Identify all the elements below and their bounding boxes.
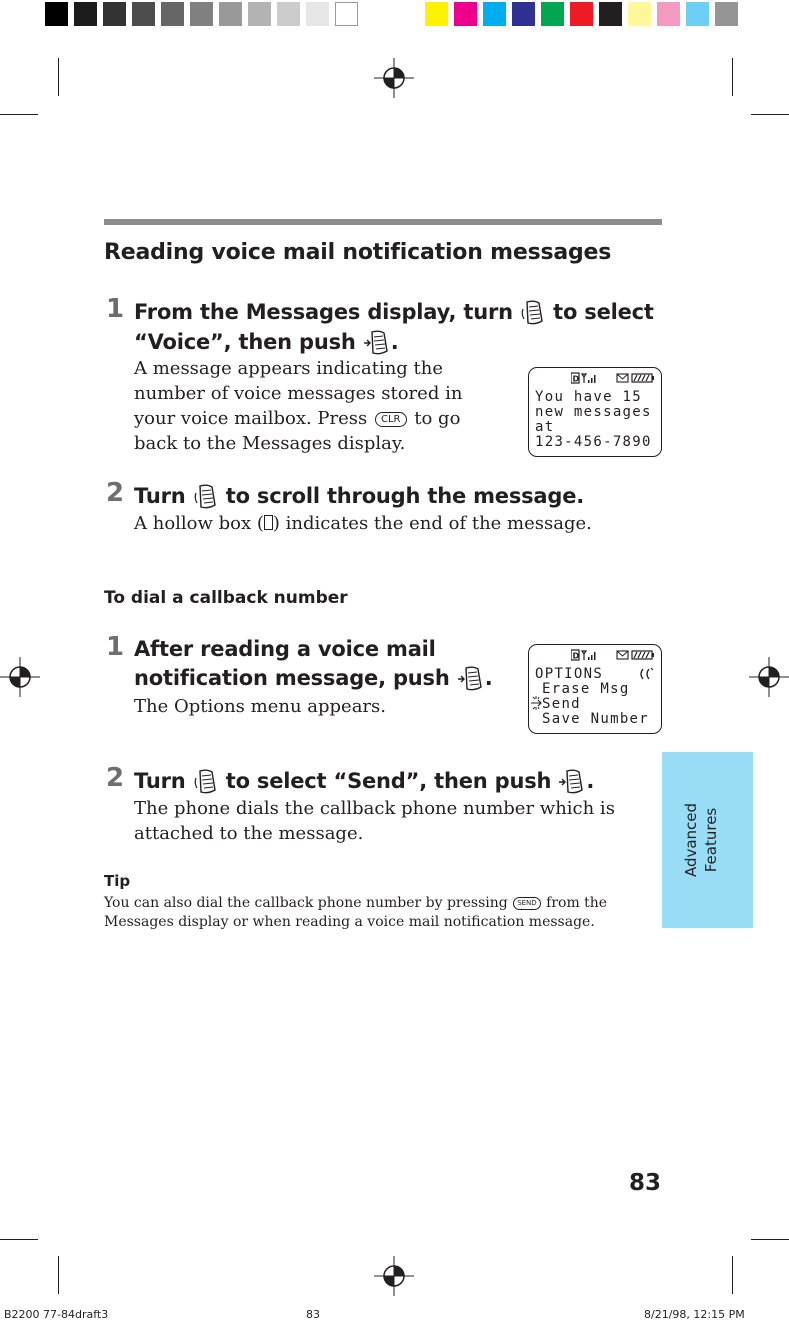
- step-heading: [134, 766, 594, 796]
- step-heading: [134, 634, 436, 664]
- color-swatch: [277, 2, 300, 26]
- grayscale-bar: [45, 0, 365, 28]
- color-swatch: [219, 2, 242, 26]
- tip-label: Tip: [104, 872, 131, 890]
- step-heading: [134, 481, 584, 511]
- step-body: [134, 356, 484, 456]
- step-number: 1: [106, 294, 125, 324]
- menu-item-selected: Send: [542, 696, 581, 712]
- jog-dial-push-icon: [558, 768, 586, 796]
- crop-mark: [58, 1256, 59, 1294]
- menu-item: Save Number: [542, 711, 650, 727]
- body-line: The phone dials the callback phone number which is: [134, 798, 615, 819]
- body-text: to go: [414, 408, 461, 429]
- scroll-indicator-icon: [637, 667, 655, 681]
- crop-mark: [0, 114, 38, 115]
- step-number: 2: [106, 478, 125, 508]
- display-line: at: [535, 419, 555, 435]
- color-swatch: [628, 2, 651, 26]
- svg-text:D: D: [572, 374, 580, 384]
- color-swatch: [686, 2, 709, 26]
- side-tab-line: Advanced: [682, 802, 700, 878]
- display-line: new messages: [535, 404, 652, 420]
- step-heading-text: .: [390, 330, 399, 354]
- jog-dial-push-icon: [457, 665, 485, 693]
- body-text: ) indicates the end of the message.: [272, 513, 592, 534]
- body-line: back to the Messages display.: [134, 433, 406, 454]
- footer-right: 8/21/98, 12:15 PM: [644, 1308, 745, 1321]
- color-swatch: [599, 2, 622, 26]
- color-swatch: [570, 2, 593, 26]
- step-heading-text: .: [586, 769, 595, 793]
- step-body: The Options menu appears.: [134, 696, 386, 717]
- color-swatch: [248, 2, 271, 26]
- footer-left: B2200 77-84draft3: [4, 1308, 109, 1321]
- step-heading: [134, 297, 654, 327]
- color-swatch: [657, 2, 680, 26]
- tip-line: Messages display or when reading a voice mail notification message.: [104, 914, 595, 930]
- body-text: your voice mailbox. Press: [134, 408, 368, 429]
- body-text: A hollow box (: [134, 513, 264, 534]
- step-heading-text: After reading a voice mail: [134, 637, 436, 661]
- hollow-box-icon: [264, 515, 273, 530]
- display-title: OPTIONS: [535, 666, 604, 682]
- crop-mark: [732, 58, 733, 96]
- svg-text:D: D: [572, 651, 580, 661]
- step-heading: [134, 663, 493, 693]
- step-heading-text: “Voice”, then push: [134, 330, 356, 354]
- status-bar-icon: [571, 372, 655, 384]
- step-number: 1: [106, 632, 125, 662]
- step-number: 2: [106, 763, 125, 793]
- tip-text: You can also dial the callback phone number by pressing: [104, 895, 508, 911]
- color-swatch: [512, 2, 535, 26]
- display-line: You have 15: [535, 389, 643, 405]
- step-heading-text: Turn: [134, 484, 186, 508]
- tip-line: [104, 894, 644, 913]
- tip-body: [104, 894, 644, 932]
- body-line: number of voice messages stored in: [134, 383, 463, 404]
- step-heading-text: notification message, push: [134, 666, 450, 690]
- send-key-icon: SEND: [513, 897, 541, 910]
- step-body: [134, 511, 592, 536]
- body-line: [134, 406, 484, 431]
- crop-mark: [732, 1256, 733, 1294]
- footer-center: 83: [306, 1308, 320, 1321]
- step-heading-text: to scroll through the message.: [225, 484, 585, 508]
- color-swatch: [45, 2, 68, 26]
- crop-mark: [751, 114, 789, 115]
- color-swatch: [190, 2, 213, 26]
- crop-mark: [58, 58, 59, 96]
- step-heading-text: .: [484, 666, 493, 690]
- color-swatch: [132, 2, 155, 26]
- color-swatch: [483, 2, 506, 26]
- step-heading-text: From the Messages display, turn: [134, 300, 513, 324]
- display-line: 123-456-7890: [535, 434, 652, 450]
- menu-item: Erase Msg: [542, 681, 630, 697]
- page-number: 83: [629, 1170, 662, 1196]
- section-rule: [104, 219, 662, 225]
- clr-key-icon: CLR: [375, 412, 407, 427]
- crop-mark: [751, 1239, 789, 1240]
- color-swatch: [74, 2, 97, 26]
- registration-target-icon: [749, 657, 789, 697]
- crop-mark: [0, 1239, 38, 1240]
- phone-display-options-menu: [528, 644, 662, 734]
- body-line: attached to the message.: [134, 823, 364, 844]
- jog-dial-turn-icon: [193, 768, 219, 796]
- color-swatch: [103, 2, 126, 26]
- jog-dial-push-icon: [363, 329, 391, 357]
- side-tab-label: [658, 795, 758, 885]
- color-swatch: [425, 2, 448, 26]
- tip-text: from the: [546, 895, 608, 911]
- registration-target-icon: [374, 58, 414, 98]
- color-bar: [425, 0, 745, 28]
- registration-target-icon: [374, 1256, 414, 1296]
- step-heading-text: to select “Send”, then push: [225, 769, 552, 793]
- step-heading-text: to select: [553, 300, 654, 324]
- step-body: [134, 796, 634, 846]
- color-swatch: [454, 2, 477, 26]
- jog-dial-turn-icon: [193, 483, 219, 511]
- side-tab-line: Features: [702, 807, 720, 873]
- step-heading-text: Turn: [134, 769, 186, 793]
- color-swatch: [161, 2, 184, 26]
- section-title: Reading voice mail notification messages: [104, 240, 612, 265]
- color-swatch: [335, 2, 358, 26]
- step-heading: [134, 327, 399, 357]
- phone-display-voice-message: [528, 367, 662, 457]
- color-swatch: [306, 2, 329, 26]
- jog-dial-turn-icon: [520, 299, 546, 327]
- status-bar-icon: [571, 649, 655, 661]
- registration-target-icon: [0, 657, 40, 697]
- body-line: A message appears indicating the: [134, 358, 444, 379]
- color-swatch: [541, 2, 564, 26]
- color-swatch: [715, 2, 738, 26]
- subsection-title: To dial a callback number: [104, 588, 348, 608]
